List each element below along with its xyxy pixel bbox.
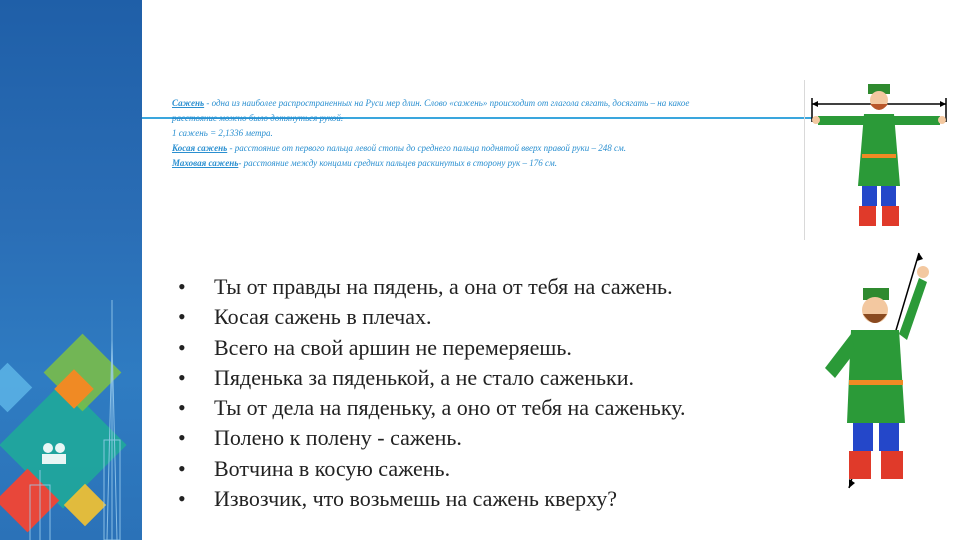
list-item: • Вотчина в косую сажень. (178, 455, 451, 481)
list-item: • Косая сажень в плечах. (178, 304, 432, 330)
definitions-block (172, 96, 792, 171)
list-item: • Полено к полену - сажень. (178, 425, 462, 451)
definition-sazhen-value: 1 сажень = 2,1336 метра. (172, 128, 273, 138)
definition-makhovaya: Маховая сажень- расстояние между концами средних пальцев раскинутых в сторону рук – 176 см. (172, 158, 557, 168)
list-item: • Всего на свой аршин не перемеряешь. (178, 334, 572, 360)
list-item: • Извозчик, что возьмешь на сажень кверху? (178, 486, 618, 512)
decorative-sidebar (0, 0, 142, 540)
list-item: • Ты от правды на пядень, а она от тебя на сажень. (178, 274, 673, 299)
figure-arms-spread-illustration (806, 82, 956, 232)
spire-icon (0, 0, 142, 540)
definition-sazhen: Сажень - одна из наиболее распространенных на Руси мер длин. Слово «сажень» происходит от глагола сягать, досягать – на какое (172, 98, 690, 108)
definition-kosaya: Косая сажень - расстояние от первого пальца левой стопы до среднего пальца поднятой вверх правой руки – 248 см. (172, 143, 626, 153)
proverbs-list (178, 272, 686, 514)
definition-sazhen-cont: расстояние можно было дотянуться рукой. (172, 113, 344, 123)
list-item: • Ты от дела на пяденьку, а оно от тебя на саженьку. (178, 395, 686, 421)
list-item: • Пяденька за пяденькой, а не стало саженьки. (178, 364, 634, 390)
figure-arm-raised-illustration (815, 248, 945, 498)
divider-line (804, 80, 805, 240)
